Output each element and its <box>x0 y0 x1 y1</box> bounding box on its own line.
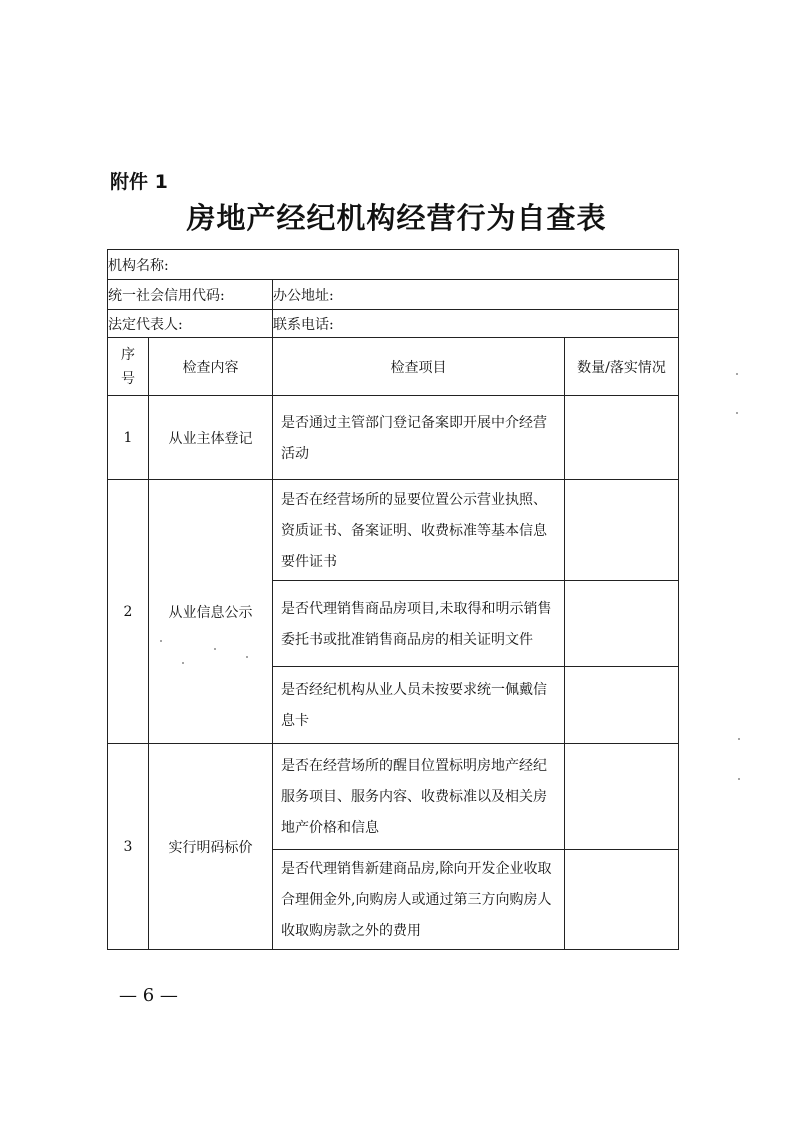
scan-speck <box>246 656 248 658</box>
table-row <box>108 744 679 850</box>
row-item: 是否代理销售新建商品房,除向开发企业收取合理佣金外,向购房人或通过第三方向购房人收取购房款之外的费用 <box>273 850 565 950</box>
row-status-cell[interactable] <box>565 480 679 581</box>
row-item: 是否经纪机构从业人员未按要求统一佩戴信息卡 <box>273 667 565 744</box>
row-item: 是否代理销售商品房项目,未取得和明示销售委托书或批准销售商品房的相关证明文件 <box>273 581 565 667</box>
credit-code-field[interactable]: 统一社会信用代码: <box>108 280 273 310</box>
row-item: 是否通过主管部门登记备案即开展中介经营活动 <box>273 396 565 480</box>
phone-field[interactable]: 联系电话: <box>273 310 679 338</box>
credit-address-row <box>108 280 679 310</box>
scan-speck <box>182 662 184 664</box>
row-item: 是否在经营场所的醒目位置标明房地产经纪服务项目、服务内容、收费标准以及相关房地产价格和信息 <box>273 744 565 850</box>
row-status-cell[interactable] <box>565 667 679 744</box>
row-content: 从业信息公示 <box>149 480 273 744</box>
scan-speck <box>736 412 738 414</box>
table-row <box>108 480 679 581</box>
org-name-field[interactable]: 机构名称: <box>108 250 679 280</box>
org-name-row <box>108 250 679 280</box>
scan-speck <box>214 648 216 650</box>
table-row <box>108 396 679 480</box>
scan-speck <box>738 778 740 780</box>
scan-speck <box>736 373 738 375</box>
row-seq: 2 <box>108 480 149 744</box>
seq-header <box>108 338 149 396</box>
content-header: 检查内容 <box>149 338 273 396</box>
status-header: 数量/落实情况 <box>565 338 679 396</box>
row-status-cell[interactable] <box>565 396 679 480</box>
row-seq: 1 <box>108 396 149 480</box>
column-header-row <box>108 338 679 396</box>
legal-rep-field[interactable]: 法定代表人: <box>108 310 273 338</box>
annex-label: 附件 1 <box>110 171 168 193</box>
scan-speck <box>160 640 162 642</box>
rep-phone-row <box>108 310 679 338</box>
office-address-field[interactable]: 办公地址: <box>273 280 679 310</box>
row-seq: 3 <box>108 744 149 950</box>
row-status-cell[interactable] <box>565 744 679 850</box>
scan-speck <box>738 738 740 740</box>
row-status-cell[interactable] <box>565 850 679 950</box>
page-number: — 6 — <box>119 985 178 1006</box>
row-content: 实行明码标价 <box>149 744 273 950</box>
self-check-table <box>107 249 679 950</box>
row-status-cell[interactable] <box>565 581 679 667</box>
document-title: 房地产经纪机构经营行为自查表 <box>186 201 607 235</box>
row-content: 从业主体登记 <box>149 396 273 480</box>
row-item: 是否在经营场所的显要位置公示营业执照、资质证书、备案证明、收费标准等基本信息要件证书 <box>273 480 565 581</box>
seq-header-label: 序号 <box>121 346 135 387</box>
items-header: 检查项目 <box>273 338 565 396</box>
